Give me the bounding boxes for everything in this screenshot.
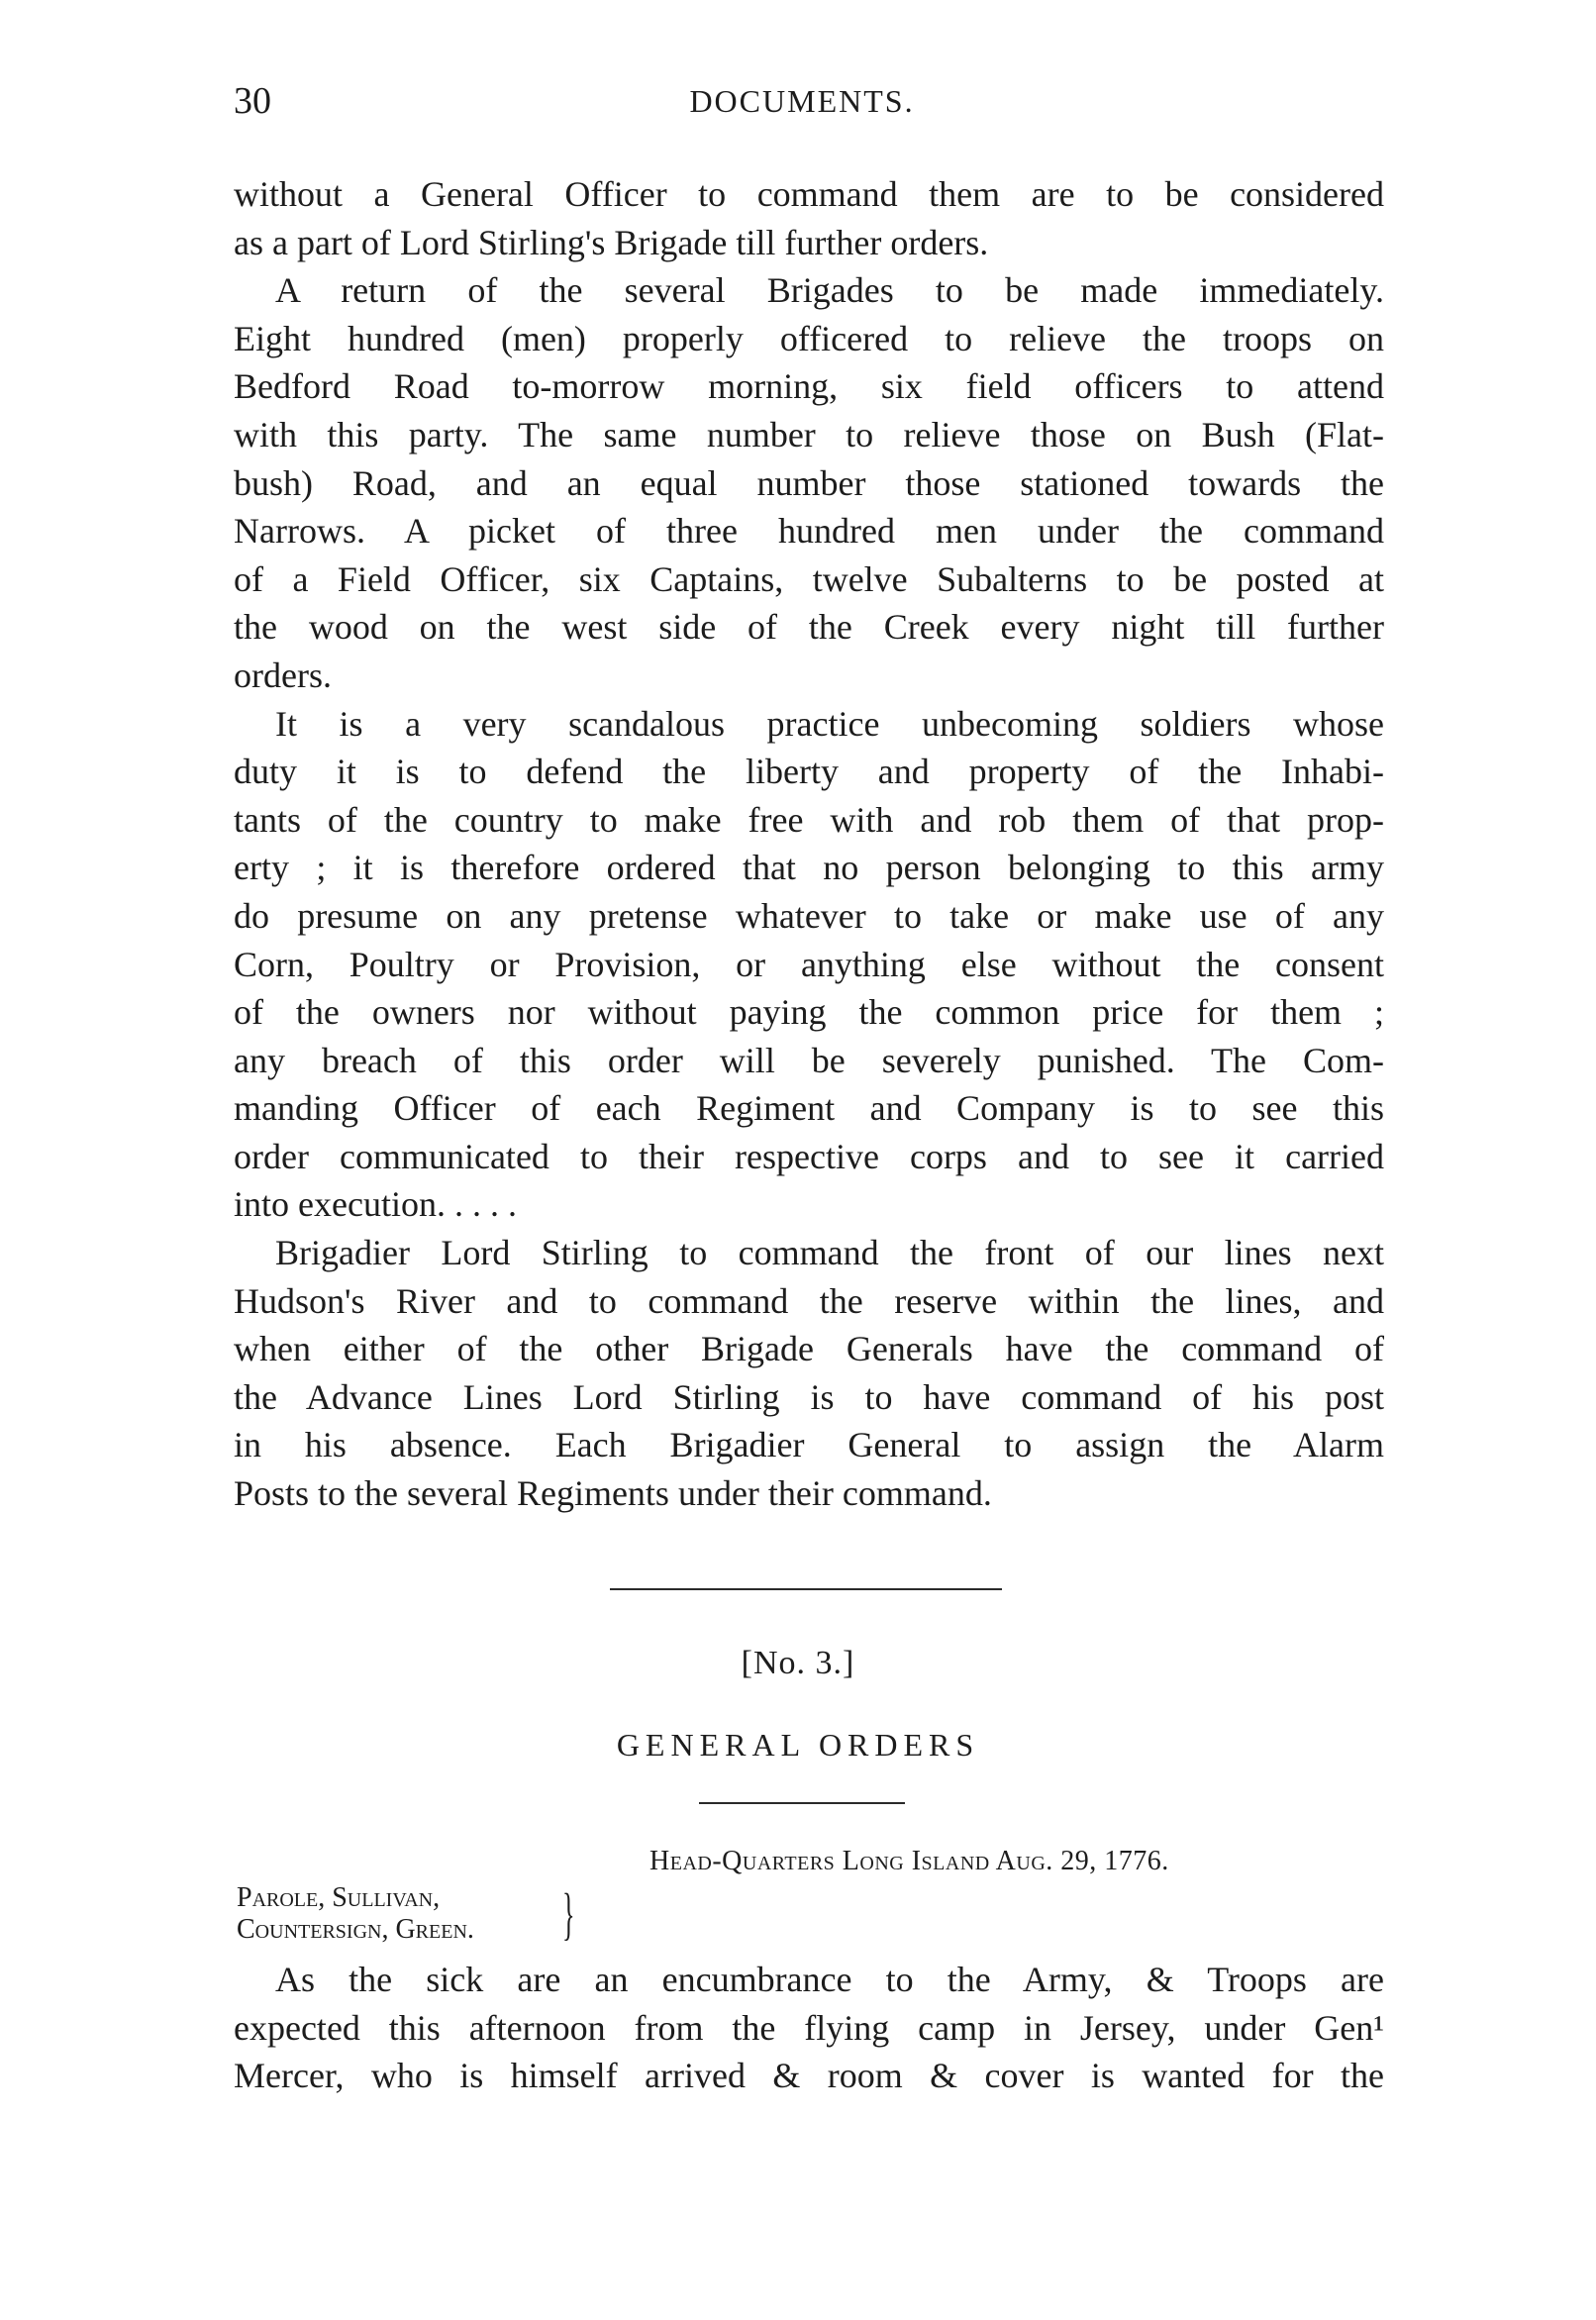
text-line: bush) Road, and an equal number those stationed towards the — [234, 462, 1384, 503]
text-line: tants of the country to make free with and rob them of that prop- — [234, 799, 1384, 840]
body-text — [234, 170, 1384, 1518]
section-divider — [610, 1588, 1002, 1590]
section-title: GENERAL ORDERS — [616, 1727, 980, 1763]
text-line: Eight hundred (men) properly officered to relieve the troops on — [234, 318, 1384, 358]
text-line: Brigadier Lord Stirling to command the front of our lines next — [275, 1233, 1384, 1273]
text-line: when either of the other Brigade Generals have the command of — [234, 1329, 1384, 1369]
text-line: any breach of this order will be severely punished. The Com- — [234, 1040, 1384, 1080]
text-line: of a Field Officer, six Captains, twelve Subalterns to be posted at — [234, 558, 1384, 599]
text-line: as a part of Lord Stirling's Brigade till further orders. — [234, 222, 989, 262]
text-line: Corn, Poultry or Provision, or anything else without the consent — [234, 944, 1384, 984]
text-line: without a General Officer to command them are to be considered — [234, 174, 1384, 214]
text-line: the wood on the west side of the Creek every night till further — [234, 607, 1384, 648]
text-line: manding Officer of each Regiment and Company is to see this — [234, 1088, 1384, 1129]
text-line: Hudson's River and to command the reserve within the lines, and — [234, 1280, 1384, 1321]
text-line: into execution. . . . . — [234, 1184, 517, 1225]
text-line: It is a very scandalous practice unbecoming soldiers whose — [275, 703, 1384, 744]
text-line: Narrows. A picket of three hundred men under the command — [234, 511, 1384, 552]
section-number: [No. 3.] — [741, 1645, 855, 1681]
text-line: the Advance Lines Lord Stirling is to have command of his post — [234, 1376, 1384, 1417]
body-text-orders — [234, 1956, 1384, 2100]
parole: Parole, Sullivan, — [237, 1882, 441, 1913]
text-line: order communicated to their respective corps and to see it carried — [234, 1136, 1384, 1176]
page-number: 30 — [234, 80, 271, 122]
text-line: with this party. The same number to relieve those on Bush (Flat- — [234, 414, 1384, 454]
running-head: DOCUMENTS. — [689, 83, 915, 119]
title-underline — [699, 1802, 905, 1804]
text-line: in his absence. Each Brigadier General to assign the Alarm — [234, 1425, 1384, 1465]
text-line: Posts to the several Regiments under their command. — [234, 1473, 992, 1514]
text-line: As the sick are an encumbrance to the Army, & Troops are — [275, 1960, 1384, 1999]
dateline: Head-Quarters Long Island Aug. 29, 1776. — [649, 1846, 1169, 1876]
text-line: Bedford Road to-morrow morning, six field officers to attend — [234, 366, 1384, 407]
text-line: duty it is to defend the liberty and property of the Inhabi- — [234, 752, 1384, 792]
text-line: do presume on any pretense whatever to take or make use of any — [234, 895, 1384, 936]
text-line: of the owners nor without paying the common price for them ; — [234, 992, 1384, 1033]
text-line: A return of the several Brigades to be made immediately. — [275, 270, 1384, 311]
text-line: expected this afternoon from the flying camp in Jersey, under Gen¹ — [234, 2007, 1384, 2048]
text-line: erty ; it is therefore ordered that no person belonging to this army — [234, 848, 1384, 888]
text-line: Mercer, who is himself arrived & room & cover is wanted for the — [234, 2056, 1384, 2096]
countersign: Countersign, Green. — [237, 1914, 474, 1945]
brace: } — [562, 1881, 575, 1946]
text-line: orders. — [234, 655, 332, 695]
